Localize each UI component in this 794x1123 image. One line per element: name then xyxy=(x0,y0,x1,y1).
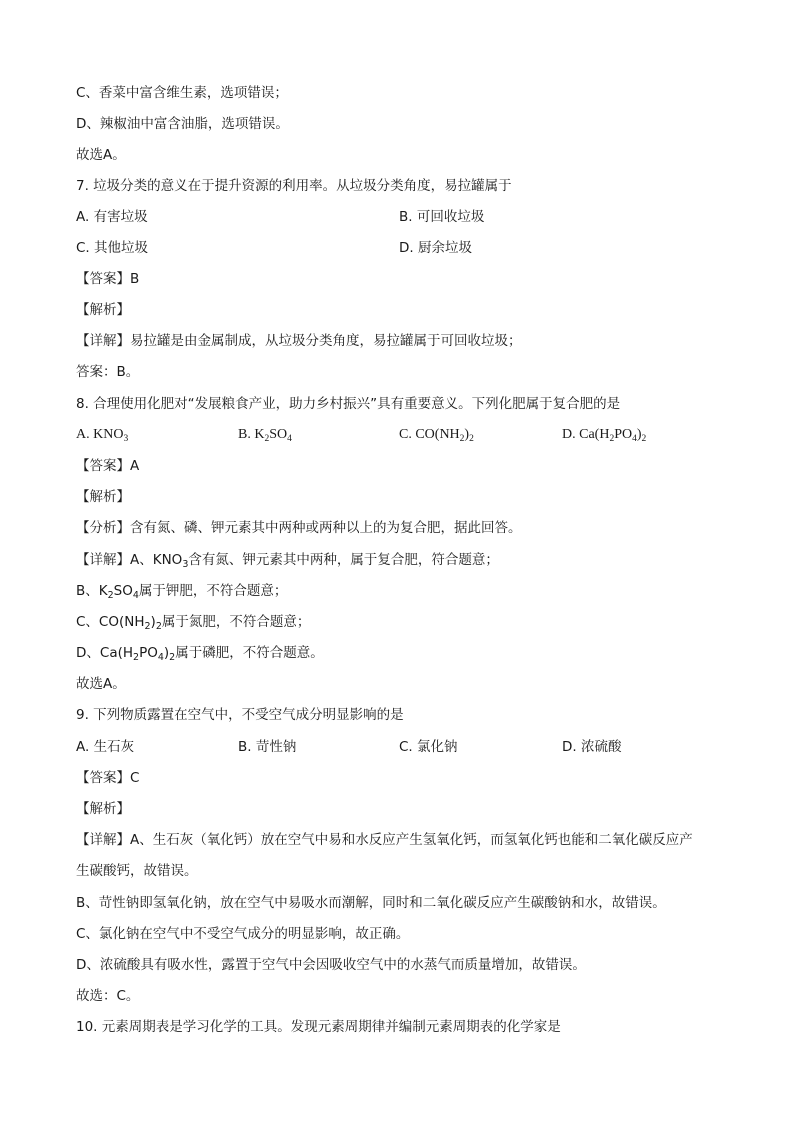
question-7: 7. 垃圾分类的意义在于提升资源的利用率。从垃圾分类角度，易拉罐属于 xyxy=(76,178,512,194)
analysis-label: 【解析】 xyxy=(76,801,130,817)
detail-text: 生碳酸钙，故错误。 xyxy=(76,863,198,879)
analysis-label: 【解析】 xyxy=(76,489,130,505)
detail-text: D、$Ca(H_2PO_4)_2$属于磷肥，不符合题意。 xyxy=(76,645,324,663)
answer-line: 答案：B。 xyxy=(76,364,140,380)
text-line: 故选：C。 xyxy=(76,988,140,1004)
option-d: D. 厨余垃圾 xyxy=(399,240,472,256)
analysis-text: 【分析】含有氮、磷、钾元素其中两种或两种以上的为复合肥，据此回答。 xyxy=(76,520,522,536)
option-b: B. $K_2SO_4$ xyxy=(238,427,292,444)
option-c: C. $CO(NH_2)_2$ xyxy=(399,427,474,444)
detail-text: 【详解】易拉罐是由金属制成，从垃圾分类角度，易拉罐属于可回收垃圾； xyxy=(76,333,522,349)
question-9: 9. 下列物质露置在空气中，不受空气成分明显影响的是 xyxy=(76,707,404,723)
answer-label: 【答案】A xyxy=(76,458,140,474)
detail-text: D、浓硫酸具有吸水性，露置于空气中会因吸收空气中的水蒸气而质量增加，故错误。 xyxy=(76,957,586,973)
question-10: 10. 元素周期表是学习化学的工具。发现元素周期律并编制元素周期表的化学家是 xyxy=(76,1019,561,1035)
text-line: 故选A。 xyxy=(76,147,126,163)
detail-text: 【详解】A、$KNO_3$含有氮、钾元素其中两种，属于复合肥，符合题意； xyxy=(76,552,499,570)
answer-label: 【答案】C xyxy=(76,770,140,786)
option-c: C. 氯化钠 xyxy=(399,739,458,755)
option-d: D. 浓硫酸 xyxy=(562,739,622,755)
option-d: D. $Ca(H_2PO_4)_2$ xyxy=(562,427,647,444)
option-b: B. 苛性钠 xyxy=(238,739,297,755)
question-8: 8. 合理使用化肥对“发展粮食产业，助力乡村振兴”具有重要意义。下列化肥属于复合肥的是 xyxy=(76,396,621,412)
option-a: A. 有害垃圾 xyxy=(76,209,148,225)
option-a: A. 生石灰 xyxy=(76,739,135,755)
option-a: A. $KNO_3$ xyxy=(76,427,129,444)
analysis-label: 【解析】 xyxy=(76,302,130,318)
answer-label: 【答案】B xyxy=(76,271,140,287)
text-line: C、香菜中富含维生素，选项错误； xyxy=(76,85,288,101)
detail-text: B、$K_2SO_4$属于钾肥，不符合题意； xyxy=(76,583,288,601)
detail-text: B、苛性钠即氢氧化钠，放在空气中易吸水而潮解，同时和二氧化碳反应产生碳酸钠和水，故错误。 xyxy=(76,895,666,911)
option-c: C. 其他垃圾 xyxy=(76,240,149,256)
detail-text: 【详解】A、生石灰（氧化钙）放在空气中易和水反应产生氢氧化钙，而氢氧化钙也能和二氧化碳反应产 xyxy=(76,832,693,848)
text-line: 故选A。 xyxy=(76,676,126,692)
text-line: D、辣椒油中富含油脂，选项错误。 xyxy=(76,116,289,132)
detail-text: C、氯化钠在空气中不受空气成分的明显影响，故正确。 xyxy=(76,926,410,942)
detail-text: C、$CO(NH_2)_2$属于氮肥，不符合题意； xyxy=(76,614,311,632)
option-b: B. 可回收垃圾 xyxy=(399,209,485,225)
